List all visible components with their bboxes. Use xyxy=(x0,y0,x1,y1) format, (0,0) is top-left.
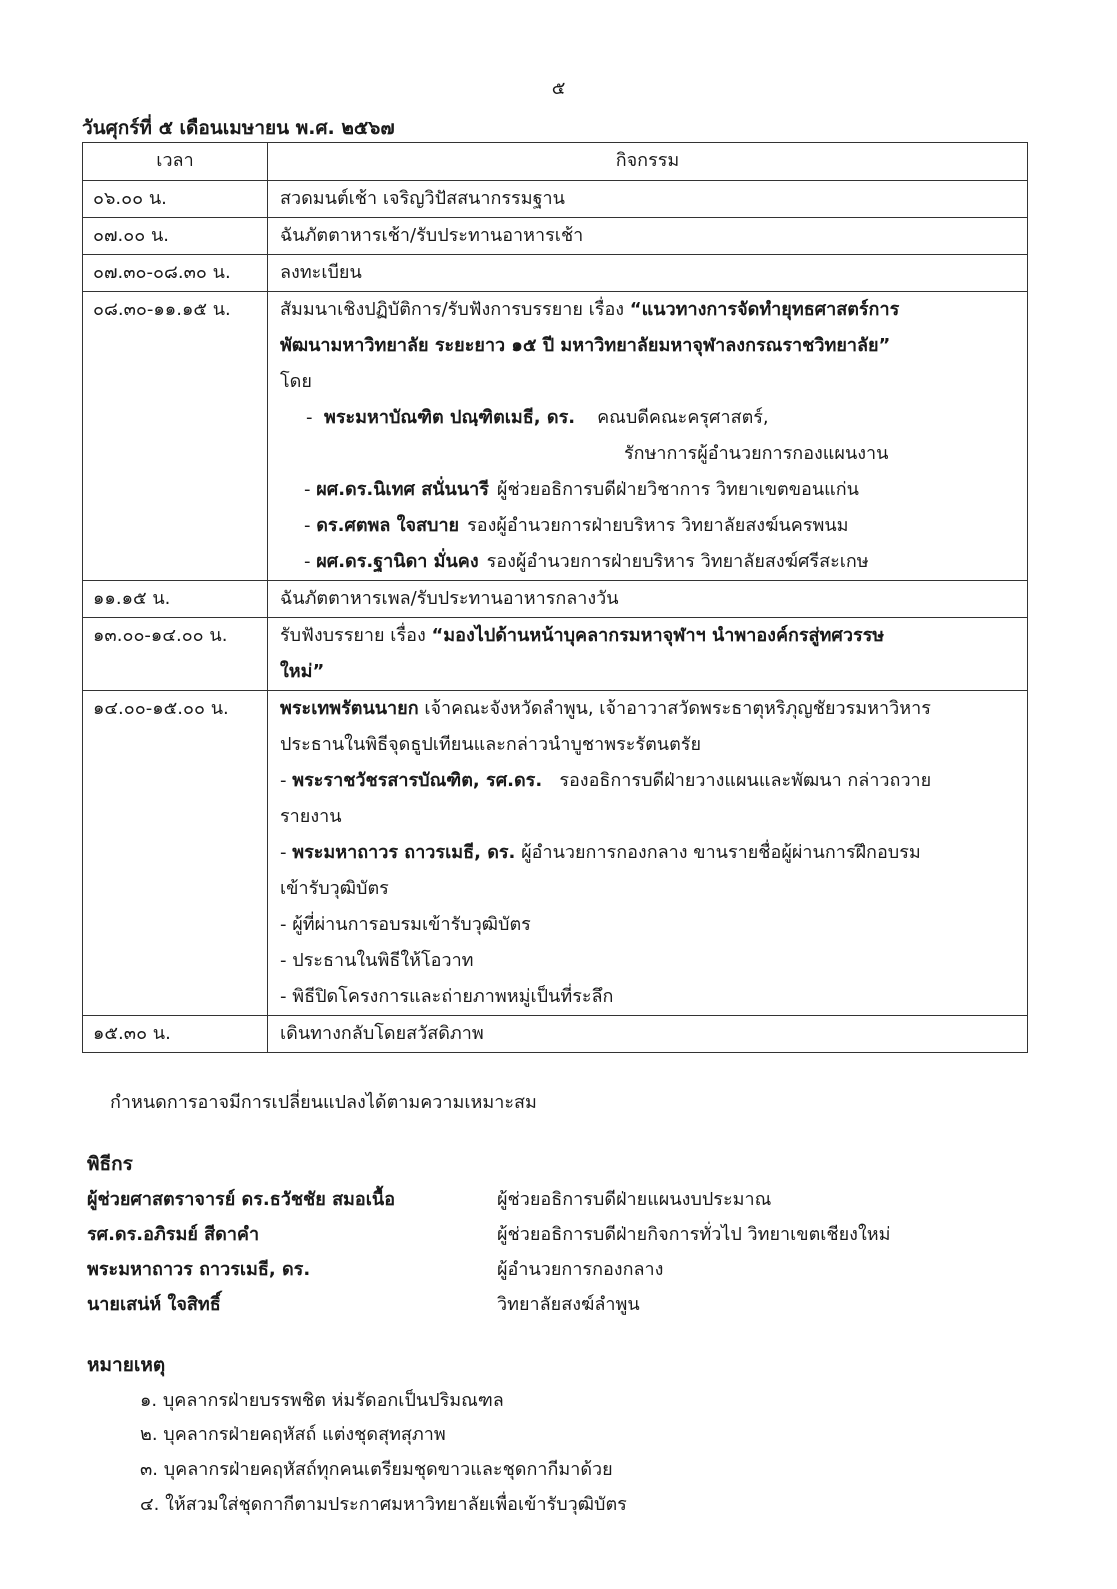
ceremony-announcer-title: ผู้อำนวยการกองกลาง ขานรายชื่อผู้ผ่านการฝึกอบรม xyxy=(521,842,921,863)
row-activity: เดินทางกลับโดยสวัสดิภาพ xyxy=(268,1016,1028,1053)
speaker-position: ผู้ช่วยอธิการบดีฝ่ายวิชาการ วิทยาเขตขอนแก่น xyxy=(496,479,859,500)
table-row xyxy=(83,292,1028,581)
speaker-line: - พระมหาบัณฑิต ปณฺฑิตเมธี, ดร. คณบดีคณะครุศาสตร์, xyxy=(306,407,769,428)
ceremony-line: - พระมหาถาวร ถาวรเมธี, ดร. ผู้อำนวยการกองกลาง ขานรายชื่อผู้ผ่านการฝึกอบรม xyxy=(280,842,921,863)
ceremony-chair-name: พระเทพรัตนนายก xyxy=(280,698,419,719)
mc-position: ผู้อำนวยการกองกลาง xyxy=(497,1259,664,1280)
header-time: เวลา xyxy=(83,143,268,181)
speaker-name: ดร.ศตพล ใจสบาย xyxy=(316,515,460,536)
ceremony-item: - พิธีปิดโครงการและถ่ายภาพหมู่เป็นที่ระลึก xyxy=(280,986,614,1007)
note-item: ๒. บุคลากรฝ่ายคฤหัสถ์ แต่งชุดสุทสุภาพ xyxy=(140,1424,446,1445)
row-time: ๐๖.๐๐ น. xyxy=(83,181,268,218)
page-number: ๕ xyxy=(551,78,566,99)
row-activity: ฉันภัตตาหารเช้า/รับประทานอาหารเช้า xyxy=(268,218,1028,255)
row-activity: ฉันภัตตาหารเพล/รับประทานอาหารกลางวัน xyxy=(268,581,1028,618)
ceremony-chair-title: เจ้าคณะจังหวัดลำพูน, เจ้าอาวาสวัดพระธาตุหริภุญชัยวรมหาวิหาร xyxy=(424,698,931,719)
schedule-table xyxy=(82,142,1028,1053)
day-heading: วันศุกร์ที่ ๕ เดือนเมษายน พ.ศ. ๒๕๖๗ xyxy=(82,117,395,139)
lecture-topic-2: ใหม่” xyxy=(280,661,325,682)
seminar-intro: สัมมนาเชิงปฏิบัติการ/รับฟังการบรรยาย เรื่อง xyxy=(280,299,625,320)
row-time: ๑๔.๐๐-๑๕.๐๐ น. xyxy=(83,691,268,1016)
row-time: ๐๗.๐๐ น. xyxy=(83,218,268,255)
ceremony-line xyxy=(280,691,1017,727)
table-header-row xyxy=(83,143,1028,181)
ceremony-item: - ประธานในพิธีให้โอวาท xyxy=(280,950,474,971)
speaker-position-continued: รักษาการผู้อำนวยการกองแผนงาน xyxy=(624,443,889,464)
seminar-by: โดย xyxy=(280,371,312,392)
row-activity xyxy=(268,292,1028,581)
mc-position: ผู้ช่วยอธิการบดีฝ่ายกิจการทั่วไป วิทยาเขตเชียงใหม่ xyxy=(497,1224,891,1245)
note-item: ๑. บุคลากรฝ่ายบรรพชิต ห่มรัดอกเป็นปริมณฑล xyxy=(140,1390,504,1411)
speaker-line: - ดร.ศตพล ใจสบาย รองผู้อำนวยการฝ่ายบริหาร วิทยาลัยสงฆ์นครพนม xyxy=(304,515,849,536)
ceremony-line: - พระราชวัชรสารบัณฑิต, รศ.ดร. รองอธิการบดีฝ่ายวางแผนและพัฒนา กล่าวถวาย xyxy=(280,770,932,791)
row-time: ๑๑.๑๕ น. xyxy=(83,581,268,618)
ceremony-line: ประธานในพิธีจุดธูปเทียนและกล่าวนำบูชาพระรัตนตรัย xyxy=(280,734,701,755)
table-row xyxy=(83,1016,1028,1053)
speaker-name: ผศ.ดร.ฐานิดา มั่นคง xyxy=(316,551,479,572)
mc-position: วิทยาลัยสงฆ์ลำพูน xyxy=(497,1294,640,1315)
speaker-position: รองผู้อำนวยการฝ่ายบริหาร วิทยาลัยสงฆ์ศรีสะเกษ xyxy=(486,551,869,572)
ceremony-line: รายงาน xyxy=(280,806,342,827)
speaker-line: - ผศ.ดร.ฐานิดา มั่นคง รองผู้อำนวยการฝ่ายบริหาร วิทยาลัยสงฆ์ศรีสะเกษ xyxy=(304,551,869,572)
lecture-intro: รับฟังบรรยาย เรื่อง xyxy=(280,625,426,646)
ceremony-announcer-name: พระมหาถาวร ถาวรเมธี, ดร. xyxy=(292,842,516,863)
speaker-position: รองผู้อำนวยการฝ่ายบริหาร วิทยาลัยสงฆ์นครพนม xyxy=(467,515,849,536)
table-row xyxy=(83,218,1028,255)
note-item: ๔. ให้สวมใส่ชุดกากีตามประกาศมหาวิทยาลัยเพื่อเข้ารับวุฒิบัตร xyxy=(140,1494,627,1515)
speaker-name: พระมหาบัณฑิต ปณฺฑิตเมธี, ดร. xyxy=(323,407,576,428)
seminar-topic-1: “แนวทางการจัดทำยุทธศาสตร์การ xyxy=(629,299,900,320)
header-activity: กิจกรรม xyxy=(268,143,1028,181)
lecture-line-1 xyxy=(280,618,1017,654)
mc-name: พระมหาถาวร ถาวรเมธี, ดร. xyxy=(87,1259,311,1280)
row-time: ๐๗.๓๐-๐๘.๓๐ น. xyxy=(83,255,268,292)
table-row xyxy=(83,181,1028,218)
speaker-position: คณบดีคณะครุศาสตร์, xyxy=(597,407,769,428)
notes-title: หมายเหตุ xyxy=(87,1354,166,1376)
table-row xyxy=(83,691,1028,1016)
row-time: ๑๓.๐๐-๑๔.๐๐ น. xyxy=(83,618,268,691)
table-row xyxy=(83,618,1028,691)
row-activity: สวดมนต์เช้า เจริญวิปัสสนากรรมฐาน xyxy=(268,181,1028,218)
mc-position: ผู้ช่วยอธิการบดีฝ่ายแผนงบประมาณ xyxy=(497,1189,772,1210)
ceremony-item: - ผู้ที่ผ่านการอบรมเข้ารับวุฒิบัตร xyxy=(280,914,531,935)
table-row xyxy=(83,581,1028,618)
ceremony-reporter-name: พระราชวัชรสารบัณฑิต, รศ.ดร. xyxy=(292,770,543,791)
row-activity xyxy=(268,691,1028,1016)
row-time: ๑๕.๓๐ น. xyxy=(83,1016,268,1053)
mc-name: รศ.ดร.อภิรมย์ สีดาคำ xyxy=(87,1224,260,1245)
lecture-topic-1: “มองไปด้านหน้าบุคลากรมหาจุฬาฯ นำพาองค์กรสู่ทศวรรษ xyxy=(431,625,885,646)
row-activity xyxy=(268,618,1028,691)
mc-name: นายเสน่ห์ ใจสิทธิ์ xyxy=(87,1294,221,1315)
note-item: ๓. บุคลากรฝ่ายคฤหัสถ์ทุกคนเตรียมชุดขาวและชุดกากีมาด้วย xyxy=(140,1459,613,1480)
speaker-line: - ผศ.ดร.นิเทศ สนั่นนารี ผู้ช่วยอธิการบดีฝ่ายวิชาการ วิทยาเขตขอนแก่น xyxy=(304,479,859,500)
schedule-footnote: กำหนดการอาจมีการเปลี่ยนแปลงได้ตามความเหมาะสม xyxy=(110,1092,537,1113)
mc-title: พิธีกร xyxy=(87,1153,133,1175)
row-time: ๐๘.๓๐-๑๑.๑๕ น. xyxy=(83,292,268,581)
speaker-name: ผศ.ดร.นิเทศ สนั่นนารี xyxy=(316,479,489,500)
ceremony-line: เข้ารับวุฒิบัตร xyxy=(280,878,389,899)
row-activity: ลงทะเบียน xyxy=(268,255,1028,292)
seminar-topic-2: พัฒนามหาวิทยาลัย ระยะยาว ๑๕ ปี มหาวิทยาลัยมหาจุฬาลงกรณราชวิทยาลัย” xyxy=(280,335,891,356)
mc-name: ผู้ช่วยศาสตราจารย์ ดร.ธวัชชัย สมอเนื้อ xyxy=(87,1189,396,1210)
ceremony-reporter-title: รองอธิการบดีฝ่ายวางแผนและพัฒนา กล่าวถวาย xyxy=(559,770,932,791)
table-row xyxy=(83,255,1028,292)
seminar-line-1 xyxy=(280,292,1017,328)
